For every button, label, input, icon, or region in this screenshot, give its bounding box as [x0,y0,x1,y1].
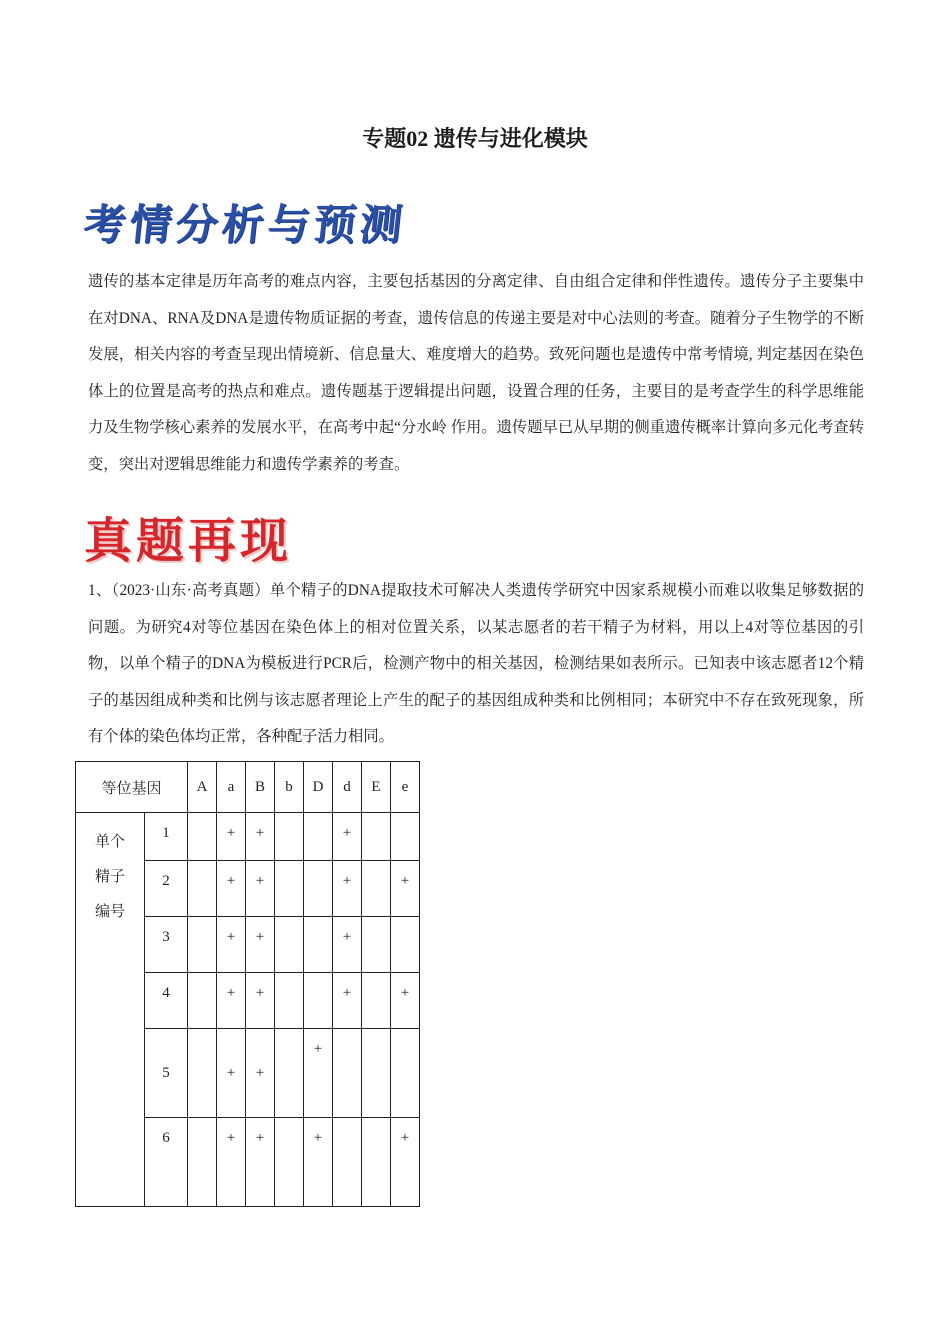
result-cell: + [217,861,246,917]
table-header-label: 等位基因 [76,762,188,813]
result-cell [275,1118,304,1207]
result-cell [362,973,391,1029]
row-group-label: 单个精子编号 [76,813,145,1207]
result-cell [391,917,420,973]
gene-header: b [275,762,304,813]
sperm-number: 3 [145,917,188,973]
result-cell: + [246,917,275,973]
result-cell [362,1118,391,1207]
result-cell: + [333,973,362,1029]
result-cell [275,813,304,861]
result-cell: + [217,917,246,973]
result-cell [333,1118,362,1207]
result-cell [304,973,333,1029]
question-text: 1、（2023·山东·高考真题）单个精子的DNA提取技术可解决人类遗传学研究中因家系规模小而难以收集足够数据的问题。为研究4对等位基因在染色体上的相对位置关系，以某志愿者的若干精子为材料，用以上4对等位基因的引物，以单个精子的DNA为模板进行PCR后，检测产物中的相关基因，检测结果如表所示。已知表中该志愿者12个精子的基因组成种类和比例与该志愿者理论上产生的配子的基因组成种类和比例相同；本研究中不存在致死现象，所有个体的染色体均正常，各种配子活力相同。 [88,582,864,745]
result-cell [188,1029,217,1118]
result-table [75,761,420,1207]
result-cell [391,813,420,861]
result-cell: + [217,973,246,1029]
result-cell [333,1029,362,1118]
table-header-row [76,762,420,813]
result-cell [275,1029,304,1118]
gene-header: B [246,762,275,813]
section-banner-analysis: 考情分析与预测 [81,200,409,249]
result-cell: + [391,861,420,917]
gene-header: D [304,762,333,813]
result-cell: + [304,1118,333,1207]
result-cell [362,861,391,917]
result-cell [304,917,333,973]
sperm-number: 5 [145,1029,188,1118]
result-cell: + [246,813,275,861]
intro-paragraph: 遗传的基本定律是历年高考的难点内容，主要包括基因的分离定律、自由组合定律和伴性遗传。遗传分子主要集中在对DNA、RNA及DNA是遗传物质证据的考查，遗传信息的传递主要是对中心法则的考查。随着分子生物学的不断发展，相关内容的考查呈现出情境新、信息量大、难度增大的趋势。致死问题也是遗传中常考情境, 判定基因在染色体上的位置是高考的热点和难点。遗传题基于逻辑提出问题，设置合理的任务，主要目的是考查学生的科学思维能力及生物学核心素养的发展水平，在高考中起“分水岭 作用。遗传题早已从早期的侧重遗传概率计算向多元化考查转变，突出对逻辑思维能力和遗传学素养的考查。 [88,273,864,473]
result-cell [188,973,217,1029]
section-banner-real-exam: 真题再现 [84,513,293,569]
result-cell [188,1118,217,1207]
sperm-number: 6 [145,1118,188,1207]
result-cell: + [217,1029,246,1118]
result-cell [362,917,391,973]
result-cell [304,861,333,917]
result-cell: + [246,1118,275,1207]
result-cell: + [217,1118,246,1207]
result-cell [275,973,304,1029]
gene-header: e [391,762,420,813]
gene-header: E [362,762,391,813]
result-cell: + [391,1118,420,1207]
table-row [76,813,420,861]
result-cell: + [391,973,420,1029]
result-cell [188,813,217,861]
result-cell: + [333,813,362,861]
result-cell [362,1029,391,1118]
result-cell [188,861,217,917]
result-cell: + [333,861,362,917]
result-cell: + [217,813,246,861]
result-cell: + [246,861,275,917]
result-cell: + [246,973,275,1029]
result-cell [275,861,304,917]
result-cell: + [246,1029,275,1118]
result-cell [304,813,333,861]
result-cell: + [333,917,362,973]
gene-header: A [188,762,217,813]
result-cell [391,1029,420,1118]
gene-header: a [217,762,246,813]
gene-header: d [333,762,362,813]
result-cell: + [304,1029,333,1118]
result-cell [188,917,217,973]
result-cell [362,813,391,861]
sperm-number: 1 [145,813,188,861]
sperm-number: 2 [145,861,188,917]
result-cell [275,917,304,973]
sperm-number: 4 [145,973,188,1029]
page-title: 专题02 遗传与进化模块 [362,126,588,151]
